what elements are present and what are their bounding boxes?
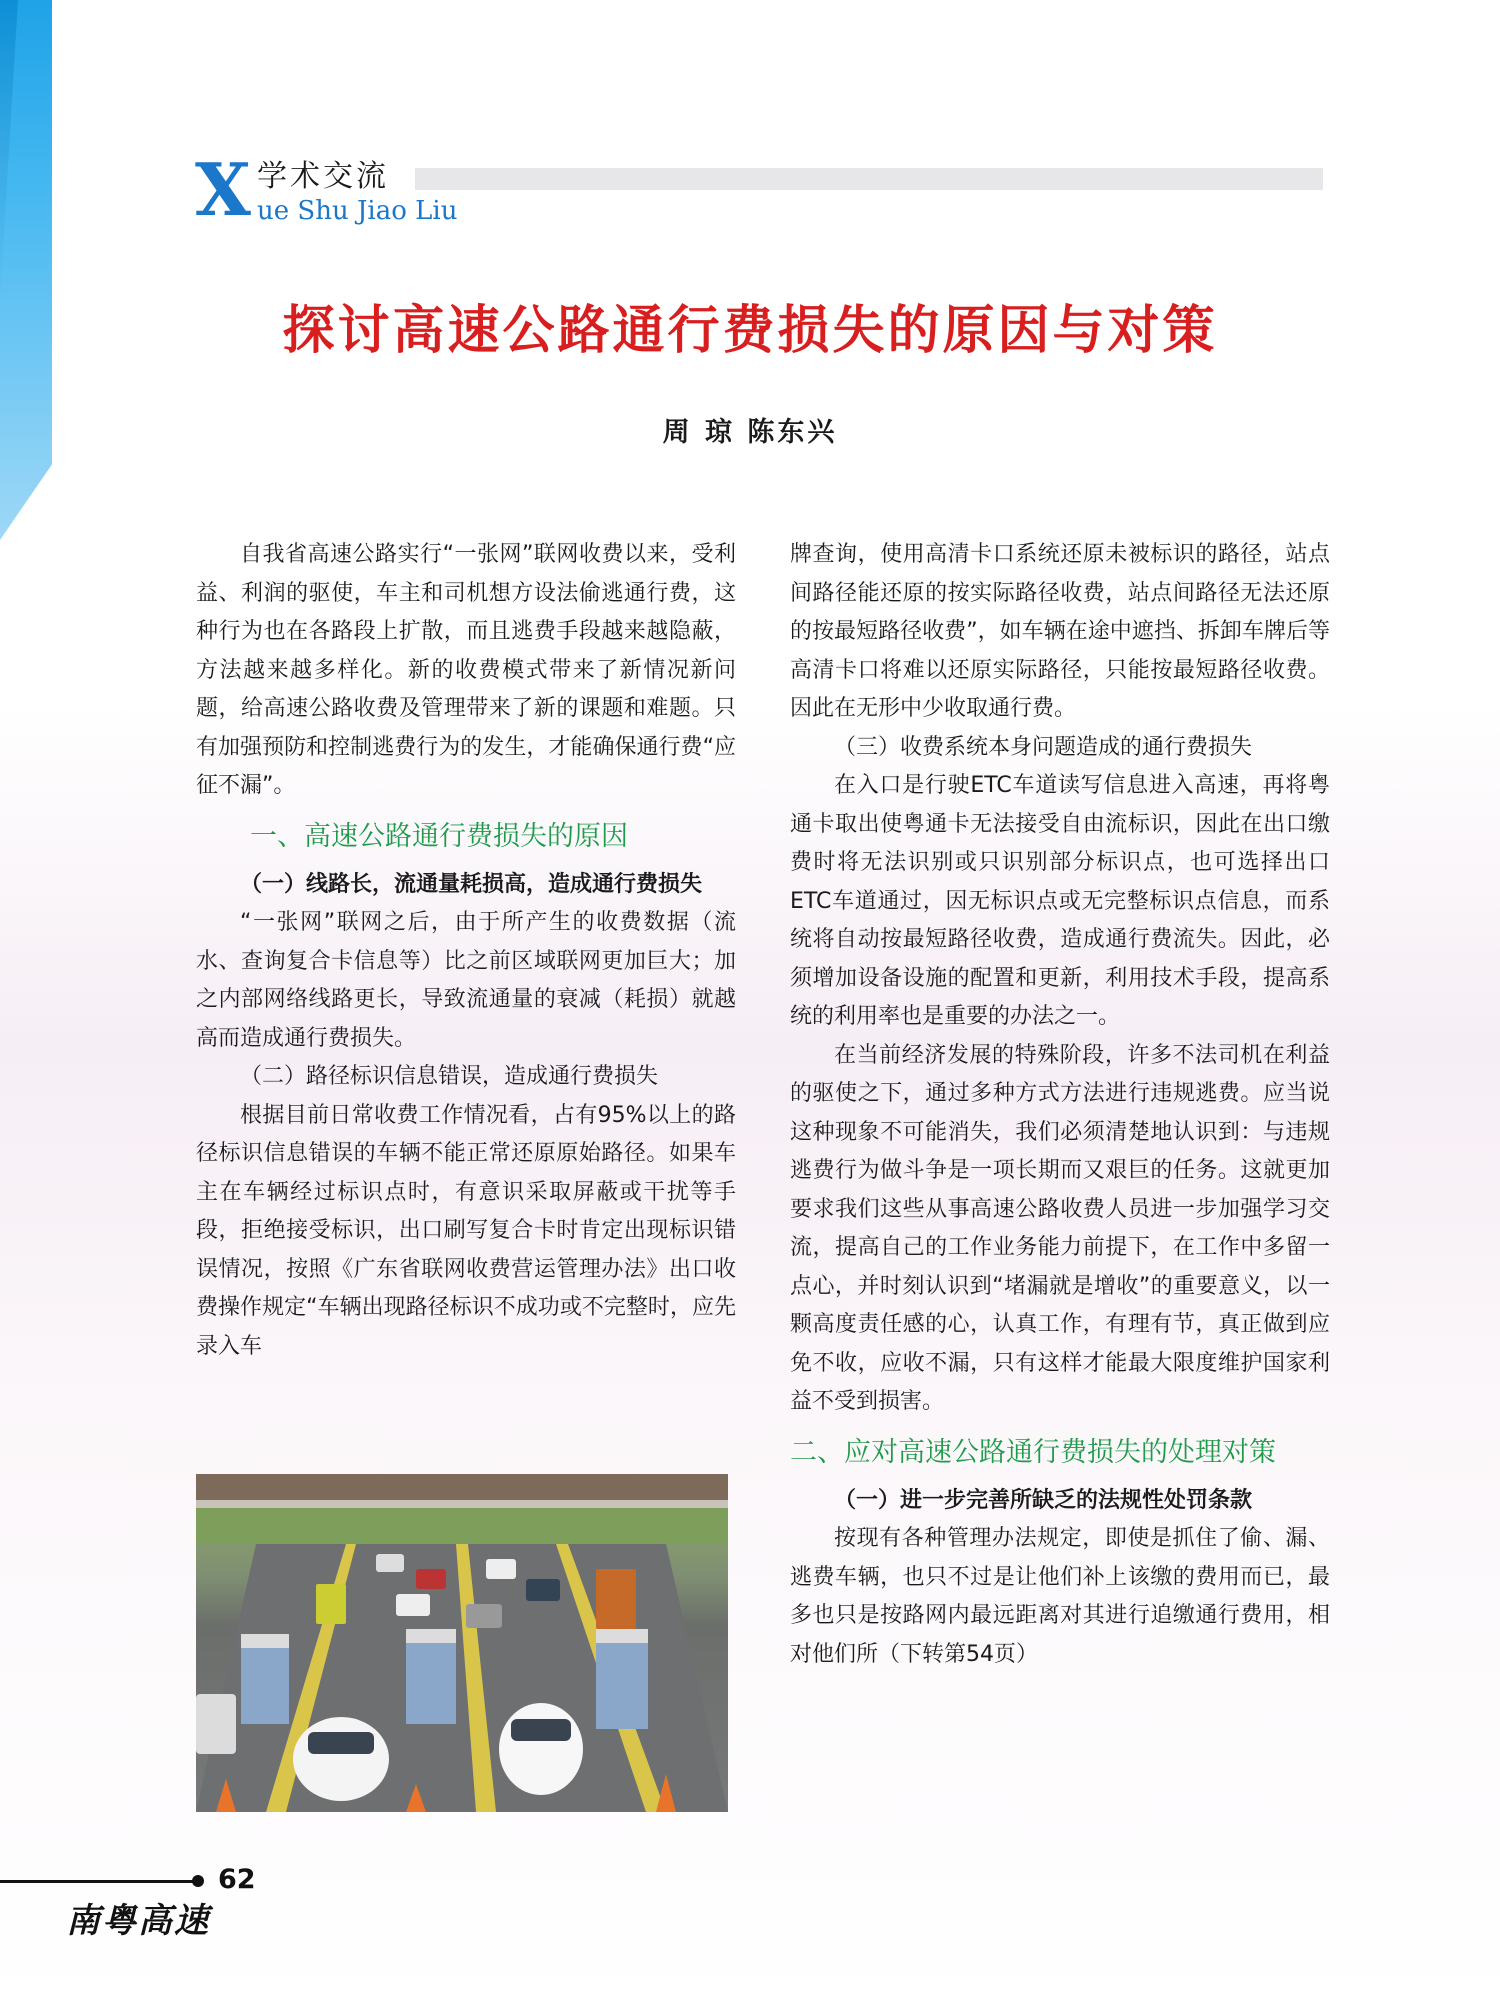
section2-heading: 二、应对高速公路通行费损失的处理对策 [790, 1436, 1276, 1468]
article-title: 探讨高速公路通行费损失的原因与对策 [282, 300, 1218, 361]
column-header [195, 147, 1325, 232]
column-name-cn: 学术交流 [257, 159, 389, 194]
subsection2-text: 根据目前日常收费工作情况看，占有95%以上的路径标识信息错误的车辆不能正常还原原始路径。如果车主在车辆经过标识点时，有意识采取屏蔽或干扰等手段，拒绝接受标识，出口刷写复合卡时肯定出现标识错误情况，按照《广东省联网收费营运管理办法》出口收费操作规定“车辆出现路径标识不成功或不完整时，应先录入车 [196, 1102, 736, 1359]
subsection2-heading: （二）路径标识信息错误，造成通行费损失 [240, 1064, 659, 1089]
economy-paragraph: 在当前经济发展的特殊阶段，许多不法司机在利益的驱使之下，通过多种方式方法进行违规逃费。应当说这种现象不可能消失，我们必须清楚地认识到：与违规逃费行为做斗争是一项长期而又艰巨的任务。这就更加要求我们这些从事高速公路收费人员进一步加强学习交流，提高自己的工作业务能力前提下，在工作中多留一点心，并时刻认识到“堵漏就是增收”的重要意义，以一颗高度责任感的心，认真工作，有理有节，真正做到应免不收，应收不漏，只有这样才能最大限度维护国家利益不受到损害。 [790, 1042, 1330, 1414]
column-initial: X [195, 147, 251, 232]
section1-heading: 一、高速公路通行费损失的原因 [250, 820, 628, 852]
footer-rule [0, 1880, 196, 1883]
left-column [196, 536, 736, 1366]
intro-paragraph: 自我省高速公路实行“一张网”联网收费以来，受利益、利润的驱使，车主和司机想方设法偷逃通行费，这种行为也在各路段上扩散，而且逃费手段越来越隐蔽，方法越来越多样化。新的收费模式带来了新情况新问题，给高速公路收费及管理带来了新的课题和难题。只有加强预防和控制逃费行为的发生，才能确保通行费“应征不漏”。 [196, 542, 736, 798]
subsection3-heading: （三）收费系统本身问题造成的通行费损失 [834, 734, 1253, 760]
page-number: 62 [218, 1864, 256, 1895]
right-column [790, 536, 1330, 1674]
subsection3-text: 在入口是行驶ETC车道读写信息进入高速，再将粤通卡取出使粤通卡无法接受自由流标识，因此在出口缴费时将无法识别或只识别部分标识点，也可选择出口ETC车道通过，因无标识点或无完整标识点信息，而系统将自动按最短路径收费，造成通行费流失。因此，必须增加设备设施的配置和更新，利用技术手段，提高系统的利用率也是重要的办法之一。 [790, 773, 1330, 1029]
column-name-en: ue Shu Jiao Liu [257, 196, 458, 226]
subsection2-text-continued: 牌查询，使用高清卡口系统还原未被标识的路径，站点间路径能还原的按实际路径收费，站点间路径无法还原的按最短路径收费”，如车辆在途中遮挡、拆卸车牌后等高清卡口将难以还原实际路径，只能按最短路径收费。因此在无形中少收取通行费。 [790, 542, 1330, 721]
header-gray-bar [415, 168, 1323, 190]
footer-dot [192, 1875, 204, 1887]
subsection1-heading: （一）线路长，流通量耗损高，造成通行费损失 [240, 871, 703, 897]
subsection1-text: “一张网”联网之后，由于所产生的收费数据（流水、查询复合卡信息等）比之前区域联网更加巨大；加之内部网络线路更长，导致流通量的衰减（耗损）就越高而造成通行费损失。 [196, 910, 736, 1051]
article-authors: 周 琼 陈东兴 [662, 417, 838, 448]
toll-station-photo [196, 1474, 728, 1812]
magazine-logo: 南粤高速 [66, 1901, 210, 1941]
subsection4-heading: （一）进一步完善所缺乏的法规性处罚条款 [834, 1487, 1253, 1513]
subsection4-text: 按现有各种管理办法规定，即使是抓住了偷、漏、逃费车辆，也只不过是让他们补上该缴的费用而已，最多也只是按路网内最远距离对其进行追缴通行费用，相对他们所（下转第54页） [790, 1526, 1330, 1667]
